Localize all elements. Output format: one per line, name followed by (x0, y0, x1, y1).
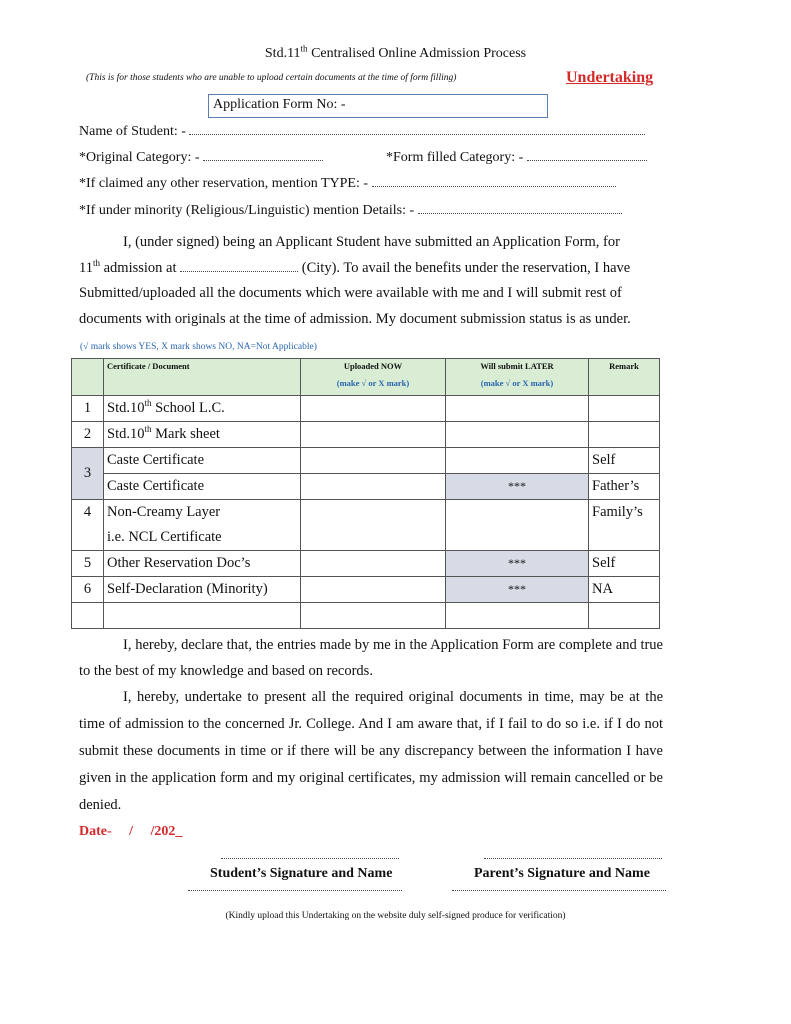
mark-legend: (√ mark shows YES, X mark shows NO, NA=Not Applicable) (80, 342, 317, 352)
table-row: 5 Other Reservation Doc’s *** Self (72, 551, 660, 577)
student-signature-line[interactable] (221, 858, 399, 859)
other-reservation-label: *If claimed any other reservation, mention TYPE: - (79, 176, 368, 191)
header-submit-later: Will submit LATER (make √ or X mark) (446, 359, 589, 396)
other-reservation-field[interactable] (79, 176, 616, 192)
intro-line-2: 11th admission at (City). To avail the benefits under the reservation, I have (79, 257, 631, 276)
table-row: 3 Caste Certificate Self (72, 448, 660, 474)
uploaded-now-cell[interactable] (301, 551, 446, 577)
submit-later-cell[interactable] (446, 396, 589, 422)
original-category-label: *Original Category: - (79, 150, 200, 165)
header-document: Certificate / Document (104, 359, 301, 396)
uploaded-now-cell[interactable] (301, 474, 446, 500)
uploaded-now-cell[interactable] (301, 422, 446, 448)
parent-signature-label: Parent’s Signature and Name (474, 866, 650, 881)
undertaking-heading: Undertaking (566, 69, 654, 86)
student-name-underline (188, 890, 402, 891)
other-reservation-line[interactable] (372, 176, 616, 187)
parent-name-underline (452, 890, 666, 891)
instruction-note: (This is for those students who are unable to upload certain documents at the time of form filling) (86, 73, 457, 83)
remark-cell[interactable] (589, 422, 660, 448)
student-name-field[interactable] (79, 124, 645, 140)
table-row: 2 Std.10th Mark sheet (72, 422, 660, 448)
submit-later-cell[interactable] (446, 422, 589, 448)
city-line[interactable] (180, 261, 298, 272)
form-filled-category-label: *Form filled Category: - (386, 150, 524, 165)
intro-line-3: Submitted/uploaded all the documents which were available with me and I will submit rest of (79, 285, 622, 301)
intro-paragraph (79, 230, 663, 332)
intro-line-4: documents with originals at the time of admission. My document submission status is as under. (79, 310, 631, 327)
header-remark: Remark (589, 359, 660, 396)
document-status-table (71, 358, 660, 629)
table-row: Caste Certificate *** Father’s (72, 474, 660, 500)
student-signature-label: Student’s Signature and Name (210, 866, 393, 881)
submit-later-cell[interactable] (446, 448, 589, 474)
declaration-paragraph: I, hereby, declare that, the entries made by me in the Application Form are complete and true to the best of my knowledge and based on records. (79, 637, 663, 679)
upload-footnote: (Kindly upload this Undertaking on the website duly self-signed produce for verification) (225, 911, 566, 921)
table-row (72, 603, 660, 629)
table-row: 4 Non-Creamy Layer i.e. NCL Certificate Family’s (72, 500, 660, 551)
intro-line-1: I, (under signed) being an Applicant Student have submitted an Application Form, for (123, 234, 620, 250)
uploaded-now-cell[interactable] (301, 500, 446, 551)
original-category-field[interactable] (79, 150, 323, 166)
student-name-label: Name of Student: - (79, 124, 186, 139)
table-row: 1 Std.10th School L.C. (72, 396, 660, 422)
uploaded-now-cell[interactable] (301, 577, 446, 603)
submit-later-cell[interactable] (446, 500, 589, 551)
parent-signature-line[interactable] (484, 858, 662, 859)
date-field[interactable]: Date- / /202_ (79, 824, 183, 839)
application-form-no-field[interactable]: Application Form No: - (208, 94, 548, 118)
student-name-line[interactable] (189, 124, 645, 135)
table-header-row (72, 359, 660, 396)
form-filled-category-line[interactable] (527, 150, 647, 161)
page-title: Std.11th Centralised Online Admission Process (264, 43, 527, 61)
minority-line[interactable] (418, 203, 622, 214)
form-filled-category-field[interactable] (386, 150, 647, 166)
uploaded-now-cell[interactable] (301, 396, 446, 422)
original-category-line[interactable] (203, 150, 323, 161)
table-row: 6 Self-Declaration (Minority) *** NA (72, 577, 660, 603)
remark-cell[interactable] (589, 396, 660, 422)
header-number (72, 359, 104, 396)
undertaking-paragraph: I, hereby, undertake to present all the required original documents in time, may be at the time of admission to the concerned Jr. College. And I am aware that, if I fail to do so i.e. if I do not submit these documents in time or if there will be any discrepancy between the information I have given in the application form and my original certificates, my admission will remain cancelled or be denied. (79, 689, 663, 813)
uploaded-now-cell[interactable] (301, 448, 446, 474)
minority-label: *If under minority (Religious/Linguistic) mention Details: - (79, 203, 415, 218)
header-uploaded-now: Uploaded NOW (make √ or X mark) (301, 359, 446, 396)
minority-field[interactable] (79, 203, 622, 219)
